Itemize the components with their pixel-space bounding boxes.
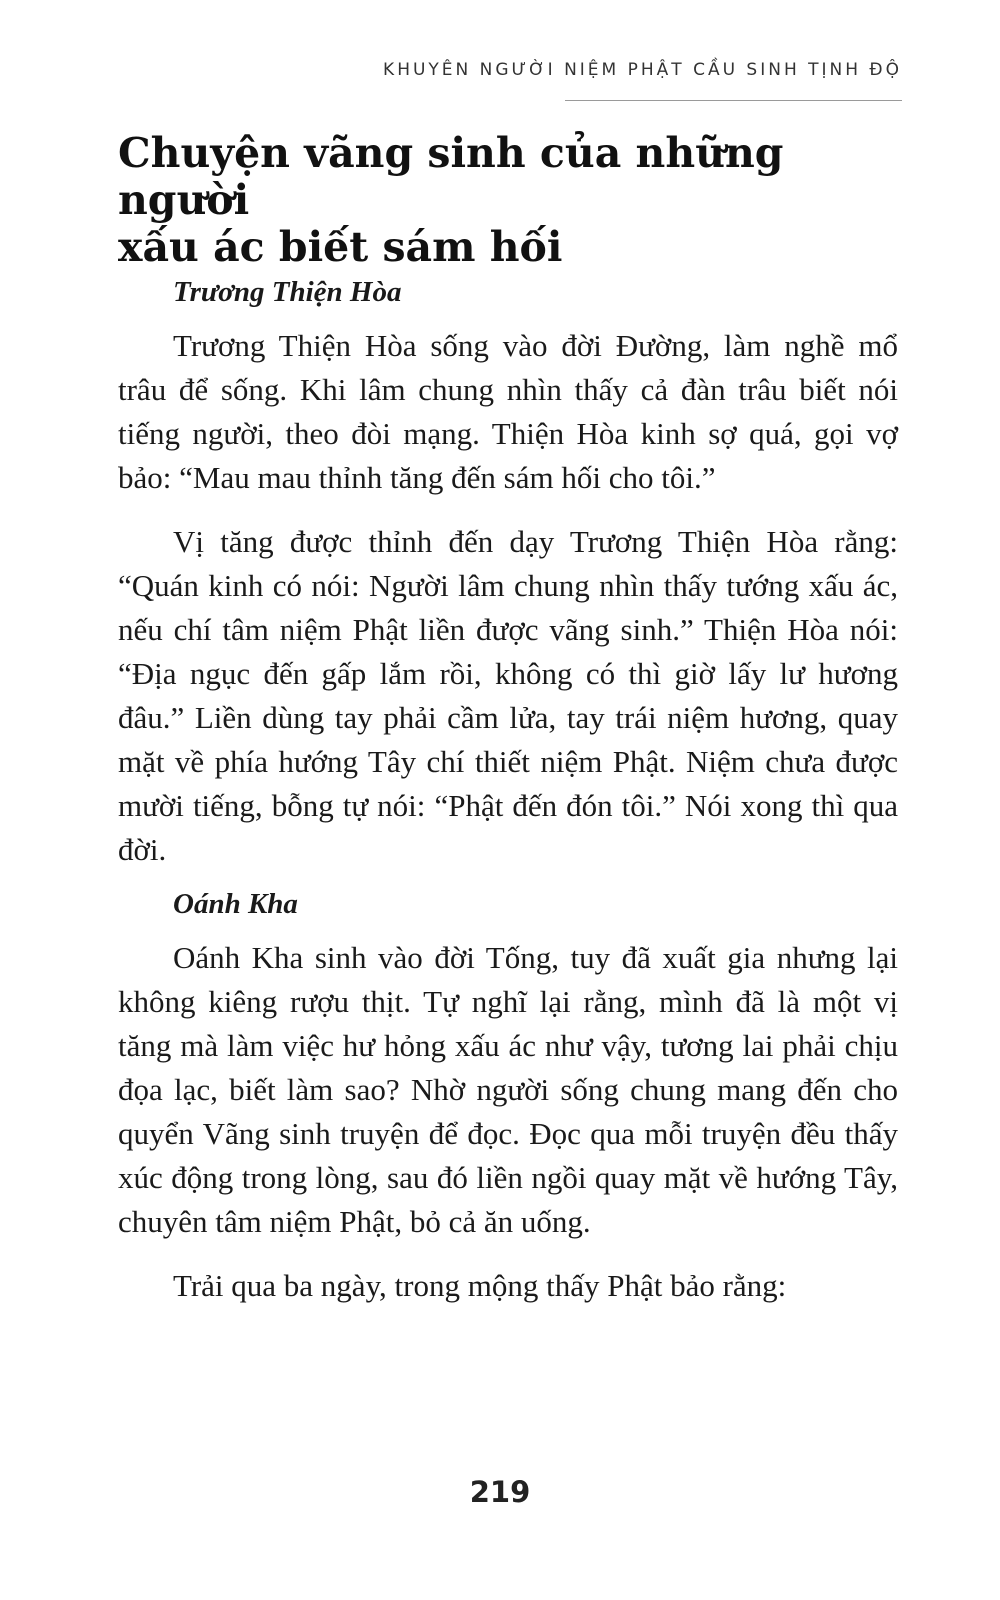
- header-divider: [565, 100, 902, 101]
- paragraph: Vị tăng được thỉnh đến dạy Trương Thiện Hòa rằng: “Quán kinh có nói: Người lâm chung nhìn thấy tướng xấu ác, nếu chí tâm niệm Phật liền được vãng sinh.” Thiện Hòa nói: “Địa ngục đến gấp lắm rồi, không có thì giờ lấy lư hương đâu.” Liền dùng tay phải cầm lửa, tay trái niệm hương, quay mặt về phía hướng Tây chí thiết niệm Phật. Niệm chưa được mười tiếng, bỗng tự nói: “Phật đến đón tôi.” Nói xong thì qua đời.: [118, 524, 898, 867]
- section-heading-oanh-kha: Oánh Kha: [173, 888, 298, 920]
- paragraph: Trương Thiện Hòa sống vào đời Đường, làm nghề mổ trâu để sống. Khi lâm chung nhìn thấy cả đàn trâu biết nói tiếng người, theo đòi mạng. Thiện Hòa kinh sợ quá, gọi vợ bảo: “Mau mau thỉnh tăng đến sám hối cho tôi.”: [118, 328, 898, 495]
- paragraph: Oánh Kha sinh vào đời Tống, tuy đã xuất gia nhưng lại không kiêng rượu thịt. Tự nghĩ lại rằng, mình đã là một vị tăng mà làm việc hư hỏng xấu ác như vậy, tương lai phải chịu đọa lạc, biết làm sao? Nhờ người sống chung mang đến cho quyển Vãng sinh truyện để đọc. Đọc qua mỗi truyện đều thấy xúc động trong lòng, sau đó liền ngồi quay mặt về hướng Tây, chuyên tâm niệm Phật, bỏ cả ăn uống.: [118, 940, 898, 1239]
- running-header: KHUYÊN NGƯỜI NIỆM PHẬT CẦU SINH TỊNH ĐỘ: [383, 60, 902, 80]
- page-title-line-1: Chuyện vãng sinh của những người: [118, 129, 784, 224]
- page-title: [118, 130, 918, 271]
- page-number: 219: [469, 1475, 531, 1509]
- paragraph: Trải qua ba ngày, trong mộng thấy Phật bảo rằng:: [173, 1268, 787, 1303]
- section-heading-truong-thien-hoa: Trương Thiện Hòa: [173, 276, 402, 308]
- page-title-line-2: xấu ác biết sám hối: [118, 223, 563, 271]
- page-body: [118, 272, 898, 1322]
